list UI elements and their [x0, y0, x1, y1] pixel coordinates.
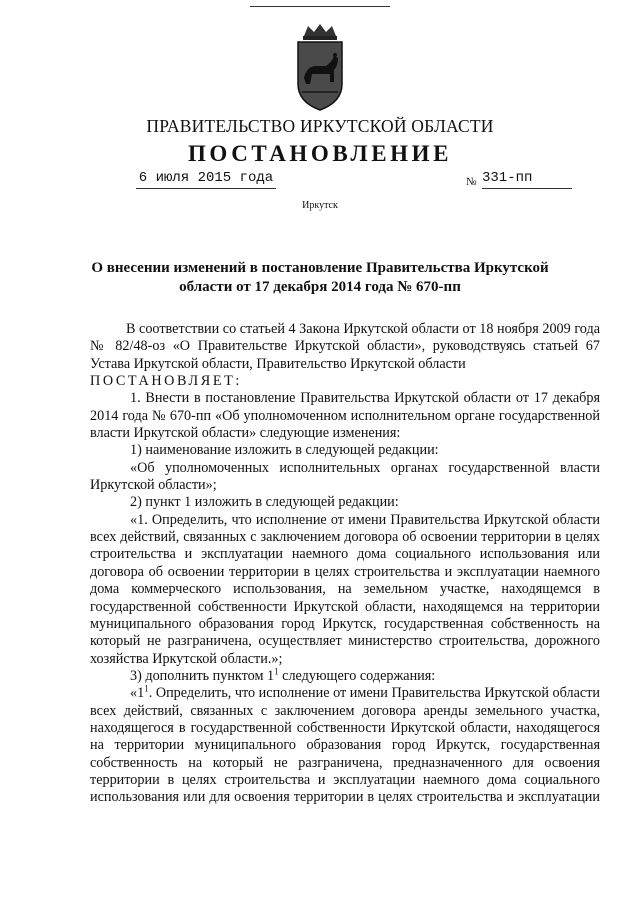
decree-body	[90, 321, 600, 807]
government-title: ПРАВИТЕЛЬСТВО ИРКУТСКОЙ ОБЛАСТИ	[146, 116, 494, 136]
top-divider	[250, 6, 390, 7]
subject-line-1: О внесении изменений в постановление Правительства Иркутской	[91, 260, 549, 276]
paragraph-new-item-1: «1. Определить, что исполнение от имени Правительства Иркутской области всех действий, связанных с заключением договора об освоении территории в целях строительства и эксплуатации наемного дома социального использования или договора об освоении территории в целях строительства и эксплуатации наемного дома коммерческого использования, на земельном участке, находящемся в государственной собственности Иркутской области, находящемся на территории муниципального образования город Иркутск, государственная собственность на который не разграничена, осуществляет министерство строительства, дорожного хозяйства Иркутской области.»;	[90, 511, 600, 667]
decree-subject	[80, 259, 560, 297]
city-label: Иркутск	[302, 200, 338, 211]
paragraph-item-1: 1. Внести в постановление Правительства Иркутской области от 17 декабря 2014 года № 670-пп «Об уполномоченном исполнительном органе государственной власти Иркутской области» следующие изменения:	[90, 390, 600, 442]
item-1-1-text-b: . Определить, что исполнение от имени Правительства Иркутской области всех действий, связанных с заключением договора аренды земельного участка, находящегося в государственной собственности Иркутской области, находящегося на территории муниципального образования город Иркутск, государственная собственность на который не разграничена, предназначенного для освоения территории в целях строительства и эксплуатации наемного дома социального использования или для освоения территории в целях строительства и эксплуатации	[90, 685, 600, 806]
paragraph-subitem-3	[90, 668, 600, 685]
resolves-heading: ПОСТАНОВЛЯЕТ:	[90, 373, 242, 390]
item-1-1-sup: 1	[144, 683, 149, 694]
document-type-title: ПОСТАНОВЛЕНИЕ	[187, 141, 453, 166]
item-1-1-text-a: «1	[130, 685, 145, 702]
paragraph-subitem-1: 1) наименование изложить в следующей редакции:	[130, 442, 439, 459]
subitem-3-sup: 1	[274, 666, 279, 677]
irkutsk-coat-of-arms-icon	[290, 22, 350, 114]
decree-number: 331-пп	[482, 170, 572, 189]
subitem-3-text-a: 3) дополнить пунктом 1	[130, 667, 275, 684]
paragraph-new-title: «Об уполномоченных исполнительных органах государственной власти Иркутской области»;	[90, 459, 600, 494]
number-sign: №	[466, 176, 477, 188]
paragraph-subitem-2: 2) пункт 1 изложить в следующей редакции:	[130, 494, 399, 511]
decree-date: 6 июля 2015 года	[136, 170, 276, 189]
subitem-3-text-b: следующего содержания:	[278, 667, 436, 684]
paragraph-new-item-1-1	[90, 685, 600, 806]
subject-line-2: области от 17 декабря 2014 года № 670-пп	[179, 279, 461, 295]
preamble-paragraph: В соответствии со статьей 4 Закона Иркутской области от 18 ноября 2009 года № 82/48-оз «О Правительстве Иркутской области», руководствуясь статьей 67 Устава Иркутской области, Правительство Иркутской области	[90, 321, 600, 372]
